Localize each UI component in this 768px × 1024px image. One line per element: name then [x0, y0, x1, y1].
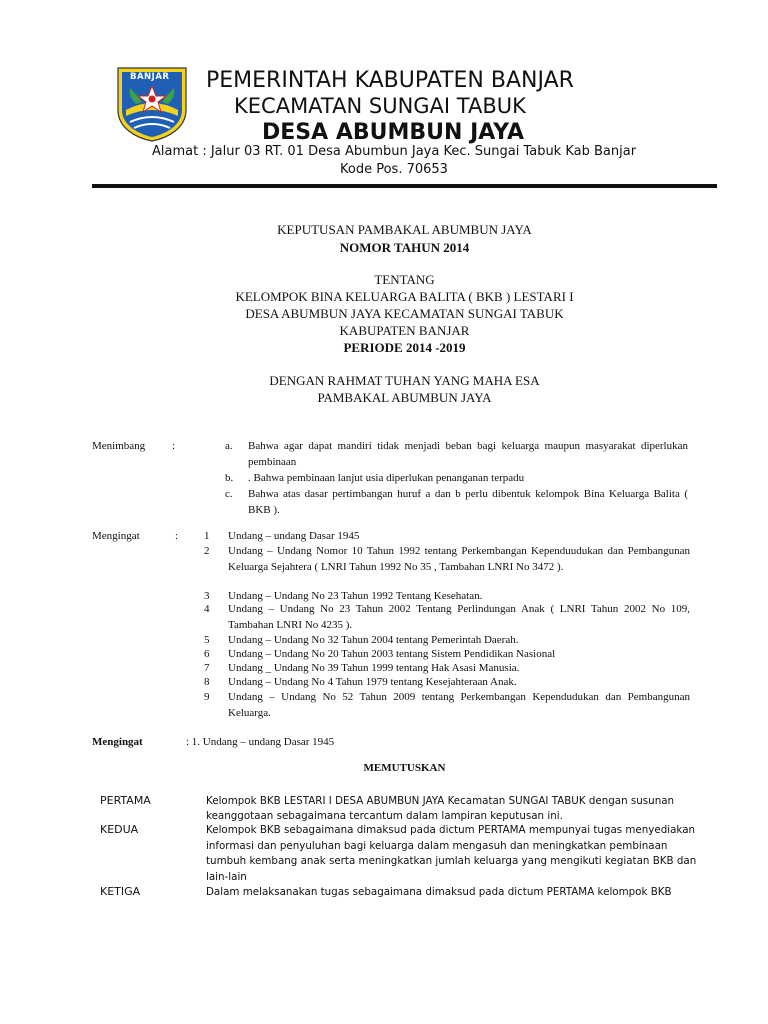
header-address: Alamat : Jalur 03 RT. 01 Desa Abumbun Jaya Kec. Sungai Tabuk Kab Banjar	[152, 144, 637, 159]
mengingat-colon: :	[175, 530, 179, 542]
memutuskan-heading: MEMUTUSKAN	[363, 762, 446, 774]
mengingat-item: Undang – Undang No 52 Tahun 2009 tentang Perkembangan Kependudukan dan Pembangunan Keluarga.	[228, 691, 690, 719]
decree-number: NOMOR TAHUN 2014	[339, 240, 470, 255]
mengingat-item: Undang – Undang No 20 Tahun 2003 tentang Sistem Pendidikan Nasional	[228, 648, 556, 660]
mengingat-marker: 7	[204, 662, 210, 674]
header-divider	[92, 184, 717, 188]
mengingat2-label: Mengingat	[92, 736, 143, 748]
grace-line-2: PAMBAKAL ABUMBUN JAYA	[317, 390, 492, 405]
dictum-text-pertama: Kelompok BKB LESTARI I DESA ABUMBUN JAYA Kecamatan SUNGAI TABUK dengan susunan keanggotaan sebagaimana tercantum dalam lampiran keputusan ini.	[206, 795, 675, 822]
header-postal-code: Kode Pos. 70653	[340, 162, 448, 177]
menimbang-item: . Bahwa pembinaan lanjut usia diperlukan penanganan terpadu	[248, 472, 525, 484]
mengingat-marker: 9	[204, 691, 210, 703]
dictum-label-ketiga: KETIGA	[100, 885, 141, 898]
grace-line-1: DENGAN RAHMAT TUHAN YANG MAHA ESA	[269, 373, 540, 388]
menimbang-item: Bahwa agar dapat mandiri tidak menjadi beban bagi keluarga maupun masyarakat diperlukan pembinaan	[248, 440, 688, 468]
decree-title: KEPUTUSAN PAMBAKAL ABUMBUN JAYA	[277, 222, 532, 237]
menimbang-colon: :	[172, 440, 176, 452]
subject-line-1: KELOMPOK BINA KELUARGA BALITA ( BKB ) LESTARI I	[235, 289, 574, 304]
mengingat-item: Undang – Undang No 4 Tahun 1979 tentang Kesejahteraan Anak.	[228, 676, 517, 688]
mengingat-item: Undang _ Undang No 39 Tahun 1999 tentang Hak Asasi Manusia.	[228, 662, 520, 674]
mengingat-item: Undang – Undang No 23 Tahun 1992 Tentang Kesehatan.	[228, 590, 483, 602]
mengingat-item: Undang – Undang No 23 Tahun 2002 Tentang Perlindungan Anak ( LNRI Tahun 2002 No 109, Tambahan LNRI No 4235 ).	[228, 603, 690, 631]
header-village: DESA ABUMBUN JAYA	[262, 120, 525, 145]
mengingat-marker: 3	[204, 590, 210, 602]
menimbang-label: Menimbang	[92, 440, 146, 452]
menimbang-marker: a.	[225, 440, 233, 452]
mengingat-marker: 1	[204, 530, 210, 542]
mengingat-item: Undang – undang Dasar 1945	[228, 530, 360, 542]
dictum-label-kedua: KEDUA	[100, 823, 139, 836]
dictum-text-kedua: Kelompok BKB sebagaimana dimaksud pada dictum PERTAMA mempunyai tugas menyediakan informasi dan penyuluhan bagi keluarga dalam mengasuh dan meningkatkan pembinaan tumbuh kembang anak serta meningkatkan jumlah keluarga yang mengikuti kegiatan BKB dan lain-lain	[206, 824, 697, 883]
emblem-label: BANJAR	[130, 72, 170, 82]
header-district: KECAMATAN SUNGAI TABUK	[234, 94, 526, 118]
mengingat-marker: 4	[204, 603, 210, 615]
subject-line-2: DESA ABUMBUN JAYA KECAMATAN SUNGAI TABUK	[245, 306, 564, 321]
subject-line-4: PERIODE 2014 -2019	[343, 340, 466, 355]
menimbang-item: Bahwa atas dasar pertimbangan huruf a dan b perlu dibentuk kelompok Bina Keluarga Balita ( BKB ).	[248, 488, 688, 516]
menimbang-marker: c.	[225, 488, 233, 500]
mengingat-marker: 5	[204, 634, 210, 646]
mengingat-item: Undang – Undang No 32 Tahun 2004 tentang Pemerintah Daerah.	[228, 634, 519, 646]
regency-emblem	[116, 66, 188, 142]
mengingat-marker: 8	[204, 676, 210, 688]
mengingat-marker: 2	[204, 545, 210, 557]
dictum-label-pertama: PERTAMA	[100, 794, 151, 807]
header-government: PEMERINTAH KABUPATEN BANJAR	[206, 68, 574, 93]
menimbang-marker: b.	[225, 472, 234, 484]
mengingat-marker: 6	[204, 648, 210, 660]
subject-line-3: KABUPATEN BANJAR	[339, 323, 470, 338]
mengingat-label: Mengingat	[92, 530, 140, 542]
dictum-text-ketiga: Dalam melaksanakan tugas sebagaimana dimaksud pada dictum PERTAMA kelompok BKB	[206, 886, 672, 898]
mengingat-item: Undang – Undang Nomor 10 Tahun 1992 tentang Perkembangan Kependuudukan dan Pembangunan Keluarga Sejahtera ( LNRI Tahun 1992 No 35 , Tambahan LNRI No 3472 ).	[228, 545, 690, 573]
about-heading: TENTANG	[374, 272, 435, 287]
mengingat2-text: : 1. Undang – undang Dasar 1945	[186, 736, 335, 748]
